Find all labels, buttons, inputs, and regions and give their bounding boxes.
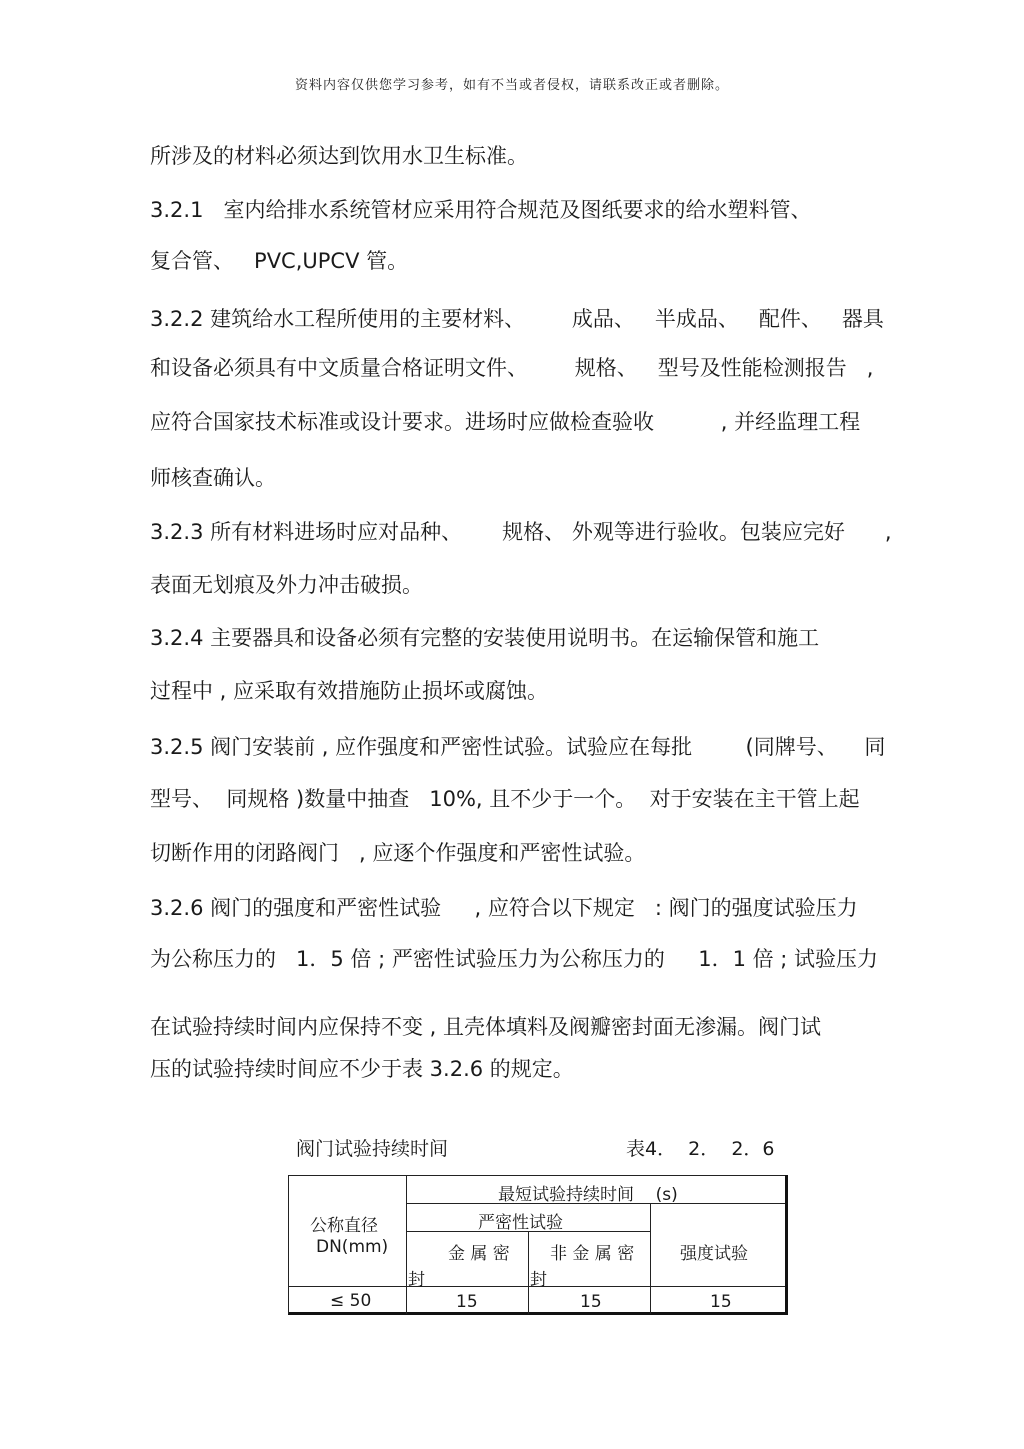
table-rule — [528, 1231, 529, 1314]
body-line: 3.2.3 所有材料进场时应对品种、 规格、 外观等进行验收。包装应完好 , — [150, 520, 892, 544]
header-disclaimer: 资料内容仅供您学习参考，如有不当或者侵权，请联系改正或者删除。 — [294, 78, 729, 93]
row-dn: ≤ 50 — [330, 1291, 372, 1311]
body-line: 复合管、 PVC,UPCV 管。 — [150, 249, 409, 273]
body-line: 表面无划痕及外力冲击破损。 — [150, 573, 423, 597]
header-min-duration: 最短试验持续时间 (s) — [498, 1185, 678, 1205]
header-metal-seal-cont: 封 — [408, 1270, 425, 1290]
table-border-bottom — [288, 1312, 788, 1315]
header-strength-test: 强度试验 — [680, 1244, 748, 1264]
table-rule — [406, 1175, 407, 1314]
table-caption-title: 阀门试验持续时间 — [296, 1138, 449, 1160]
body-line: 和设备必须具有中文质量合格证明文件、 规格、 型号及性能检测报告 , — [150, 356, 874, 380]
valve-test-duration-table — [288, 1175, 788, 1315]
body-line: 在试验持续时间内应保持不变 , 且壳体填料及阀瓣密封面无渗漏。阀门试 — [150, 1015, 822, 1039]
header-tightness-test: 严密性试验 — [478, 1213, 563, 1233]
body-line: 切断作用的闭路阀门 , 应逐个作强度和严密性试验。 — [150, 841, 646, 865]
table-rule — [650, 1203, 651, 1314]
body-line: 应符合国家技术标准或设计要求。进场时应做检查验收 , 并经监理工程 — [150, 410, 861, 434]
row-nonmetal-seal: 15 — [580, 1292, 602, 1312]
table-border-top — [288, 1175, 788, 1176]
header-dn-unit: DN(mm) — [316, 1237, 389, 1257]
body-line: 压的试验持续时间应不少于表 3.2.6 的规定。 — [150, 1057, 574, 1081]
table-caption-number: 表4． 2． 2．6 — [626, 1138, 775, 1160]
body-line: 过程中 , 应采取有效措施防止损坏或腐蚀。 — [150, 679, 549, 703]
body-line: 3.2.2 建筑给水工程所使用的主要材料、 成品、 半成品、 配件、 器具 — [150, 307, 884, 331]
body-line: 所涉及的材料必须达到饮用水卫生标准。 — [150, 144, 528, 168]
header-nominal-diameter: 公称直径 — [310, 1216, 378, 1236]
body-line: 3.2.5 阀门安装前 , 应作强度和严密性试验。试验应在每批 (同牌号、 同 — [150, 735, 886, 759]
row-metal-seal: 15 — [456, 1292, 478, 1312]
body-line: 型号、 同规格 )数量中抽查 10%, 且不少于一个。 对于安装在主干管上起 — [150, 787, 860, 811]
header-metal-seal: 金 属 密 — [448, 1244, 510, 1264]
body-line: 3.2.1 室内给排水系统管材应采用符合规范及图纸要求的给水塑料管、 — [150, 198, 812, 222]
body-line: 为公称压力的 1．5 倍 ; 严密性试验压力为公称压力的 1．1 倍 ; 试验压力 — [150, 947, 879, 971]
table-border-left — [288, 1175, 289, 1314]
table-border-right — [785, 1175, 788, 1314]
body-line: 师核查确认。 — [150, 466, 276, 490]
body-line: 3.2.6 阀门的强度和严密性试验 , 应符合以下规定 : 阀门的强度试验压力 — [150, 896, 858, 920]
row-strength: 15 — [710, 1292, 732, 1312]
header-nonmetal-seal-cont: 封 — [530, 1270, 547, 1290]
header-nonmetal-seal: 非 金 属 密 — [550, 1244, 635, 1264]
body-line: 3.2.4 主要器具和设备必须有完整的安装使用说明书。在运输保管和施工 — [150, 626, 820, 650]
